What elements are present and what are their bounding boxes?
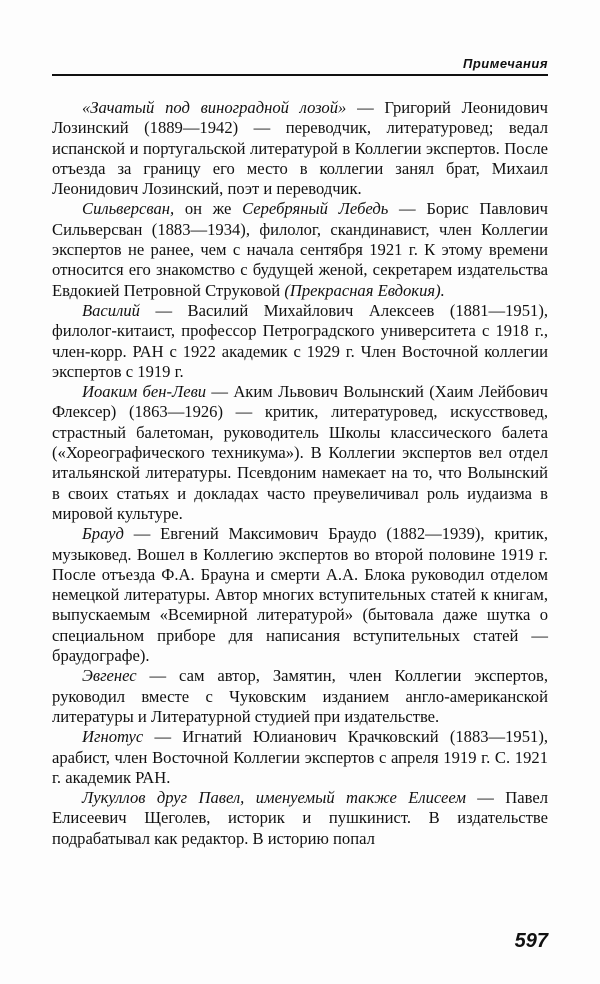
running-header: Примечания bbox=[462, 56, 548, 71]
note-term: «Зачатый под виноградной лозой» bbox=[82, 98, 347, 117]
note-term: Серебряный Лебедь bbox=[242, 199, 389, 219]
note-term: Иоаким бен-Леви bbox=[82, 382, 207, 402]
note-paragraph bbox=[52, 98, 548, 199]
note-term: Эвгенес bbox=[82, 666, 137, 686]
note-paragraph bbox=[52, 666, 548, 727]
note-text: — Евгений Максимович Браудо (1882—1939), критик, музыковед. Вошел в Коллегию экспертов во второй половине 1919 г. После отъезда Ф.А. Брауна и смерти А.А. Блока руководил отделом немецкой литературы. Автор многих вступительных статей к книгам, выпускаемым «Всемирной литературой» (бытовала даже шутка о специальном приборе для написания вступительных статей — браудографе). bbox=[52, 524, 548, 666]
note-paragraph bbox=[52, 727, 548, 788]
note-term: Брауд bbox=[82, 524, 124, 544]
header-rule bbox=[52, 74, 548, 76]
note-paragraph bbox=[52, 788, 548, 849]
note-term: Сильверсван, bbox=[82, 199, 175, 219]
note-paragraph bbox=[52, 524, 548, 666]
note-paragraph bbox=[52, 199, 548, 300]
note-term: Василий bbox=[82, 300, 140, 320]
note-text: — сам автор, Замятин, член Коллегии экспертов, руководил вместе с Чуковским изданием англо-американской литературы и Литературной студией при издательстве. bbox=[52, 666, 548, 726]
notes-body bbox=[52, 98, 548, 849]
note-text: — Павел Елисеевич Щеголев, историк и пушкинист. В издательстве подрабатывал как редактор. В историю попал bbox=[52, 788, 548, 848]
note-paragraph bbox=[52, 382, 548, 524]
note-paragraph bbox=[52, 301, 548, 382]
note-text: — Василий Михайлович Алексеев (1881—1951), филолог-китаист, профессор Петроградского университета с 1918 г., член-корр. РАН с 1922 академик с 1929 г. Член Восточной коллегии экспертов с 1919 г. bbox=[52, 300, 548, 381]
note-text: — Борис Павлович Сильверсван (1883—1934), филолог, скандинавист, член Коллегии экспертов не ранее, чем с начала сентября 1921 г. К этому времени относится его знакомство с будущей женой, секретарем издательства Евдокией Петровной Струковой bbox=[52, 199, 549, 300]
note-term: Лукуллов друг Павел, именуемый также Елисеем bbox=[82, 788, 466, 808]
note-term: (Прекрасная Евдокия). bbox=[284, 280, 445, 300]
note-text: — Аким Львович Волынский (Хаим Лейбович Флексер) (1863—1926) — критик, литературовед, искусствовед, страстный балетоман, руководитель Школы классического балета («Хореографического техникума»). В Коллегии экспертов вел отдел итальянской литературы. Псевдоним намекает на то, что Волынский в своих статьях и докладах часто преувеличивал роль иудаизма в мировой культуре. bbox=[52, 382, 548, 523]
note-text: — Григорий Леонидович Лозинский (1889—1942) — переводчик, литературовед; ведал испанской и португальской литературой в Коллегии экспертов. После отъезда за границу его место в коллегии занял брат, Михаил Леонидович Лозинский, поэт и переводчик. bbox=[52, 98, 549, 199]
page-number: 597 bbox=[514, 930, 548, 952]
note-text: — Игнатий Юлианович Крачковский (1883—1951), арабист, член Восточной Коллегии экспертов с апреля 1919 г. С. 1921 г. академик РАН. bbox=[52, 727, 548, 787]
note-term: Игнотус bbox=[82, 727, 144, 747]
note-text: он же bbox=[174, 199, 243, 219]
